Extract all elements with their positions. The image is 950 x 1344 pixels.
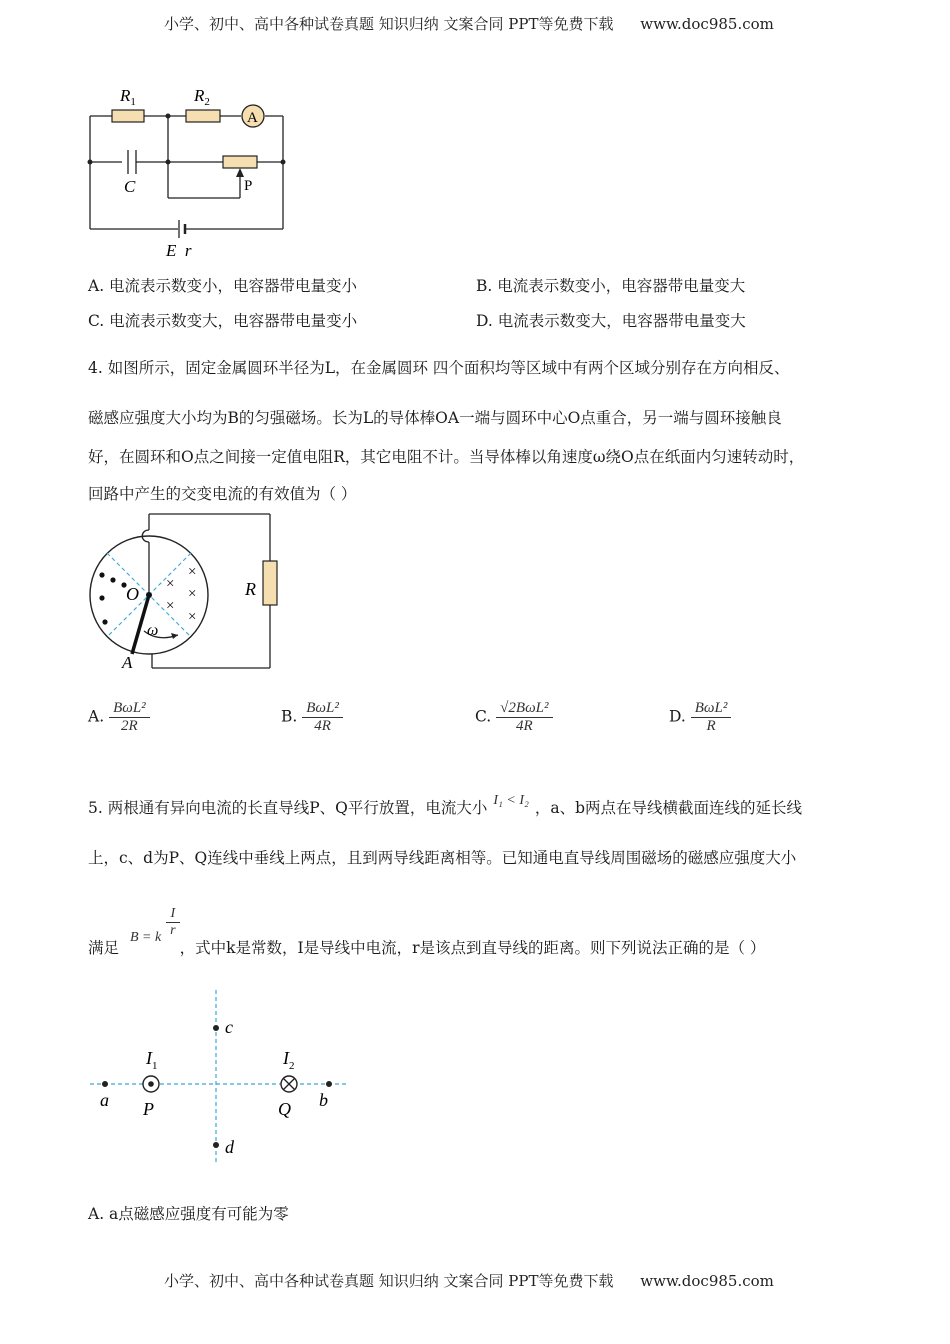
label-c: c <box>225 1017 233 1037</box>
q4-line-2: 磁感应强度大小均为B的匀强磁场。长为L的导体棒OA一端与圆环中心O点重合，另一端与圆环接触良 <box>88 409 782 427</box>
q4-line-4: 回路中产生的交变电流的有效值为（ ） <box>88 485 357 503</box>
svg-text:×: × <box>188 586 197 602</box>
resistor-r2 <box>186 110 220 122</box>
current-in-icon <box>281 1076 297 1092</box>
rheostat <box>223 156 257 168</box>
circuit-diagram-q3 <box>80 80 300 265</box>
label-b: b <box>319 1090 328 1110</box>
q4-line-1: 4. 如图所示，固定金属圆环半径为L，在金属圆环 四个面积均等区域中有两个区域分别存在方向相反、 <box>88 359 790 377</box>
label-q: Q <box>278 1099 291 1119</box>
slider-arrow-icon <box>236 168 244 177</box>
label-r2: $R_2$ <box>194 86 210 108</box>
magnetic-field-out-dots <box>99 572 126 624</box>
q3-option-d: D. 电流表示数变大，电容器带电量变大 <box>476 312 746 330</box>
svg-text:×: × <box>188 609 197 625</box>
page-header <box>164 13 774 34</box>
label-omega: ω <box>147 622 159 639</box>
label-ammeter: A <box>247 110 258 126</box>
footer-text: 小学、初中、高中各种试卷真题 知识归纳 文案合同 PPT等免费下载 <box>164 1272 614 1290</box>
header-site: www.doc985.com <box>640 15 774 33</box>
svg-text:×: × <box>166 576 175 592</box>
current-out-icon <box>143 1076 159 1092</box>
label-emf: E r <box>166 241 192 260</box>
label-capacitor: C <box>124 177 136 196</box>
label-a: a <box>100 1090 109 1110</box>
resistor-r <box>263 561 277 605</box>
q5-line-3: 满足 B = k $\frac{I}{r}$ ，式中k是常数，I是导线中电流，r是该点到直导线的距离。则下列说法正确的是（ ） <box>88 906 766 957</box>
label-r: R <box>245 579 256 599</box>
resistor-r1 <box>112 110 144 122</box>
svg-text:×: × <box>188 564 197 580</box>
svg-text:×: × <box>166 598 175 614</box>
label-a: A <box>122 653 133 672</box>
footer-site: www.doc985.com <box>640 1272 774 1290</box>
q5-line-1: 5. 两根通有异向电流的长直导线P、Q平行放置，电流大小 I₁ < I₂ ，a、b两点在导线横截面连线的延长线 <box>88 793 803 817</box>
q3-option-a: A. 电流表示数变小，电容器带电量变小 <box>88 277 358 295</box>
parallel-wires-diagram <box>85 985 355 1170</box>
label-i2: $I_2$ <box>283 1048 295 1072</box>
q5-line-2: 上，c、d为P、Q连线中垂线上两点，且到两导线距离相等。已知通电直导线周围磁场的磁感应强度大小 <box>88 849 797 867</box>
label-r1: $R_1$ <box>120 86 136 108</box>
q4-option-a: A. $\frac{\text{BωL²}}{2R}$ <box>88 700 150 735</box>
label-i1: $I_1$ <box>146 1048 158 1072</box>
q4-option-c: C. $\frac{\text{√2BωL²}}{4R}$ <box>475 700 553 735</box>
q4-option-b: B. $\frac{\text{BωL²}}{4R}$ <box>281 700 343 735</box>
label-d: d <box>225 1137 234 1157</box>
label-o: O <box>126 584 139 604</box>
q5-option-a: A. a点磁感应强度有可能为零 <box>88 1205 289 1223</box>
q3-option-c: C. 电流表示数变大，电容器带电量变小 <box>88 312 358 330</box>
label-p: P <box>143 1099 154 1119</box>
page-footer <box>164 1270 774 1291</box>
q4-line-3: 好，在圆环和O点之间接一定值电阻R，其它电阻不计。当导体棒以角速度ω绕O点在纸面内匀速转动时， <box>88 448 805 466</box>
q3-option-b: B. 电流表示数变小，电容器带电量变大 <box>476 277 746 295</box>
header-text: 小学、初中、高中各种试卷真题 知识归纳 文案合同 PPT等免费下载 <box>164 15 614 33</box>
rotating-rod-diagram <box>80 508 290 678</box>
q4-option-d: D. $\frac{\text{BωL²}}{R}$ <box>669 700 731 735</box>
label-slider: P <box>244 178 253 194</box>
